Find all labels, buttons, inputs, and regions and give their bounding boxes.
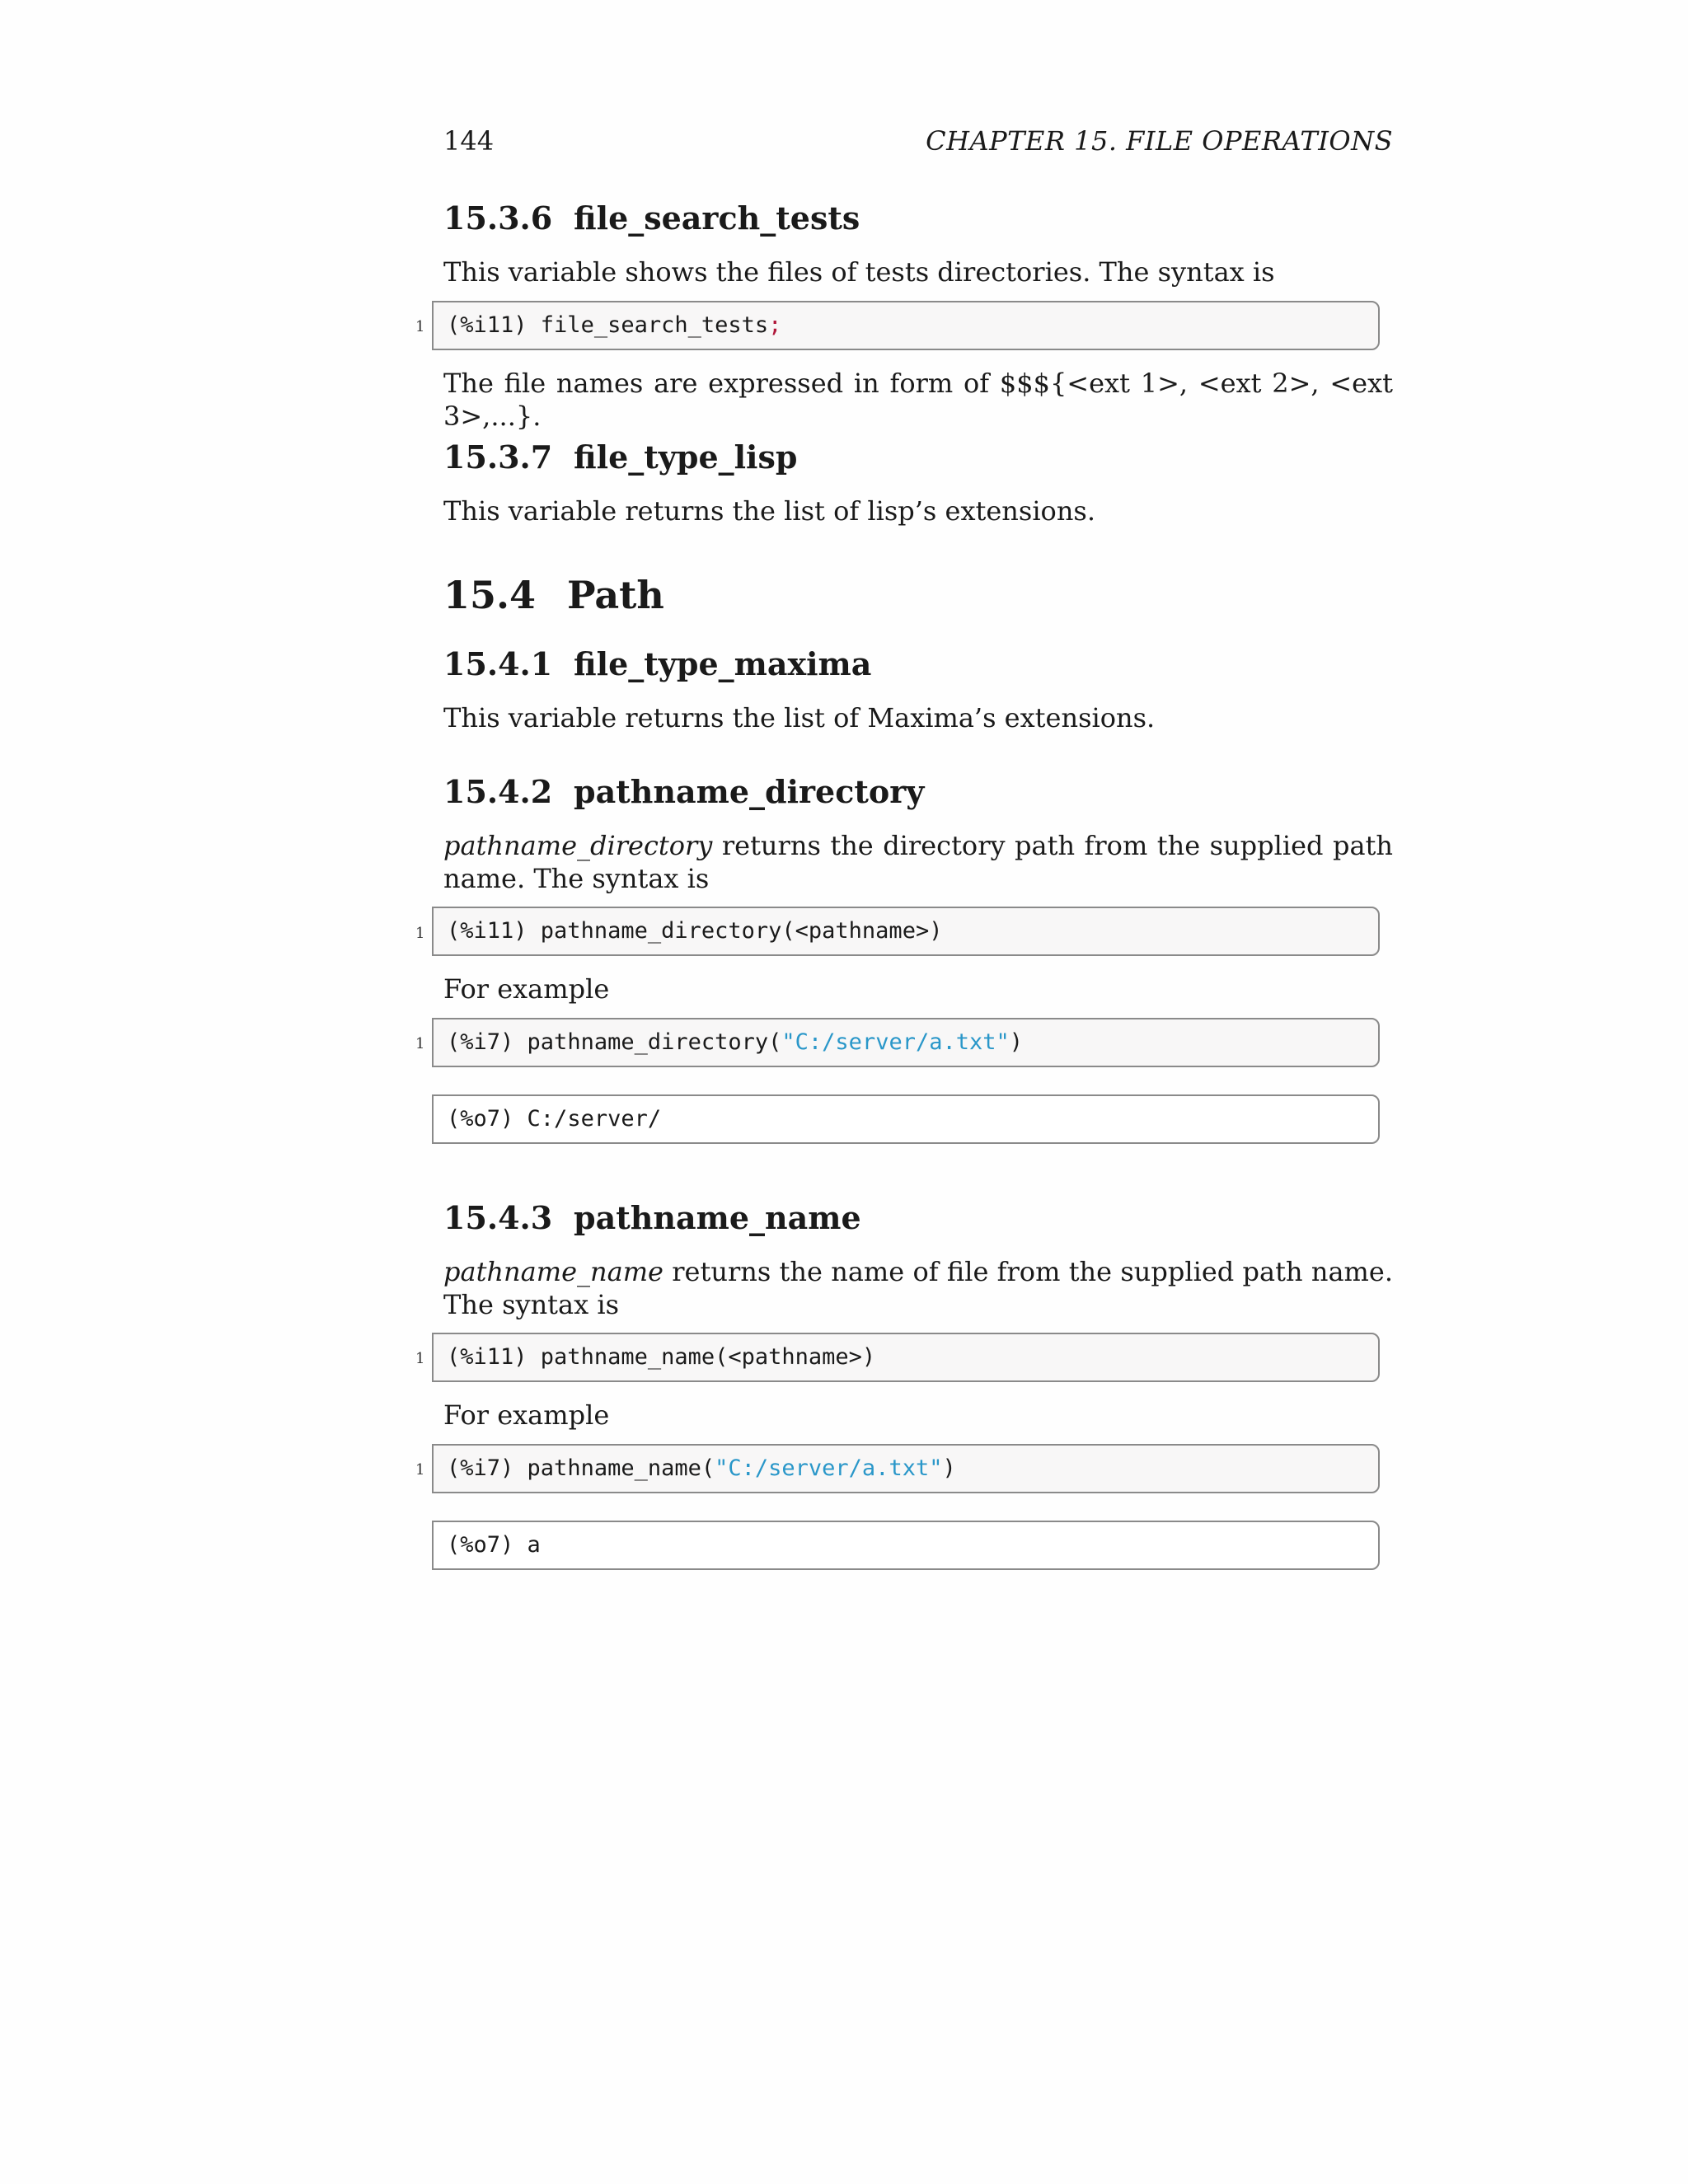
code-prompt: (%i11) bbox=[447, 1344, 541, 1370]
code-text: pathname_directory(<pathname>) bbox=[540, 918, 943, 944]
code-prompt: (%i7) bbox=[447, 1455, 528, 1481]
paragraph: This variable returns the list of Maxima’s extensions. bbox=[443, 702, 1156, 733]
code-line-number: 1 bbox=[415, 1035, 425, 1052]
code-block-syntax bbox=[432, 907, 1380, 956]
code-line-number: 1 bbox=[415, 1350, 425, 1367]
section-number: 15.4.3 bbox=[443, 1199, 553, 1236]
section-number: 15.4 bbox=[443, 573, 537, 617]
chapter-title: CHAPTER 15. FILE OPERATIONS bbox=[926, 125, 1393, 157]
running-header bbox=[443, 125, 1393, 158]
section-heading-15-4 bbox=[443, 573, 664, 617]
function-name: pathname_directory bbox=[443, 830, 713, 861]
section-number: 15.3.6 bbox=[443, 199, 553, 237]
section-heading-15-3-6 bbox=[443, 199, 860, 237]
document-page bbox=[415, 0, 1393, 2184]
code-block-output bbox=[432, 1521, 1380, 1570]
section-title: pathname_name bbox=[574, 1199, 861, 1236]
section-number: 15.4.1 bbox=[443, 645, 553, 682]
code-block-input bbox=[432, 301, 1380, 350]
section-title: file_type_maxima bbox=[574, 645, 872, 682]
section-heading-15-4-1 bbox=[443, 645, 871, 682]
code-semicolon: ; bbox=[768, 312, 782, 338]
code-block-example bbox=[432, 1018, 1380, 1067]
code-paren: ) bbox=[942, 1455, 956, 1481]
code-string: "C:/server/a.txt" bbox=[715, 1455, 943, 1481]
paragraph-text: returns the name of file from the supplied path name. The syntax is bbox=[443, 1256, 1393, 1320]
section-heading-15-4-3 bbox=[443, 1199, 861, 1236]
section-number: 15.3.7 bbox=[443, 438, 553, 476]
section-number: 15.4.2 bbox=[443, 773, 553, 810]
section-heading-15-3-7 bbox=[443, 438, 797, 476]
section-title: file_search_tests bbox=[574, 199, 860, 237]
paragraph: For example bbox=[443, 973, 610, 1005]
code-prompt: (%i11) bbox=[447, 918, 541, 944]
paragraph: For example bbox=[443, 1399, 610, 1431]
code-prompt: (%o7) bbox=[447, 1106, 528, 1132]
code-function: pathname_name( bbox=[527, 1455, 715, 1481]
code-line-number: 1 bbox=[415, 925, 425, 942]
section-title: Path bbox=[567, 573, 664, 617]
page-number: 144 bbox=[443, 125, 495, 157]
paragraph bbox=[443, 829, 1393, 895]
code-text: pathname_name(<pathname>) bbox=[540, 1344, 876, 1370]
paragraph bbox=[443, 1255, 1393, 1321]
code-prompt: (%o7) bbox=[447, 1532, 528, 1558]
code-block-output bbox=[432, 1094, 1380, 1144]
code-block-example bbox=[432, 1444, 1380, 1493]
code-line-number: 1 bbox=[415, 1461, 425, 1479]
paragraph: This variable returns the list of lisp’s extensions. bbox=[443, 495, 1096, 527]
code-paren: ) bbox=[1009, 1029, 1024, 1055]
code-text: C:/server/ bbox=[527, 1106, 662, 1132]
code-text: a bbox=[527, 1532, 541, 1558]
code-prompt: (%i11) bbox=[447, 312, 541, 338]
code-block-syntax bbox=[432, 1333, 1380, 1382]
paragraph: The file names are expressed in form of $$${<ext 1>, <ext 2>, <ext 3>,...}. bbox=[443, 368, 1393, 432]
code-function: pathname_directory( bbox=[527, 1029, 782, 1055]
code-string: "C:/server/a.txt" bbox=[781, 1029, 1010, 1055]
section-heading-15-4-2 bbox=[443, 773, 924, 810]
function-name: pathname_name bbox=[443, 1256, 663, 1287]
section-title: pathname_directory bbox=[574, 773, 925, 810]
paragraph-text: returns the directory path from the supplied path name. The syntax is bbox=[443, 830, 1393, 894]
code-prompt: (%i7) bbox=[447, 1029, 528, 1055]
code-text: file_search_tests bbox=[540, 312, 769, 338]
section-title: file_type_lisp bbox=[574, 438, 798, 476]
code-line-number: 1 bbox=[415, 318, 425, 335]
paragraph: This variable shows the files of tests directories. The syntax is bbox=[443, 256, 1275, 288]
